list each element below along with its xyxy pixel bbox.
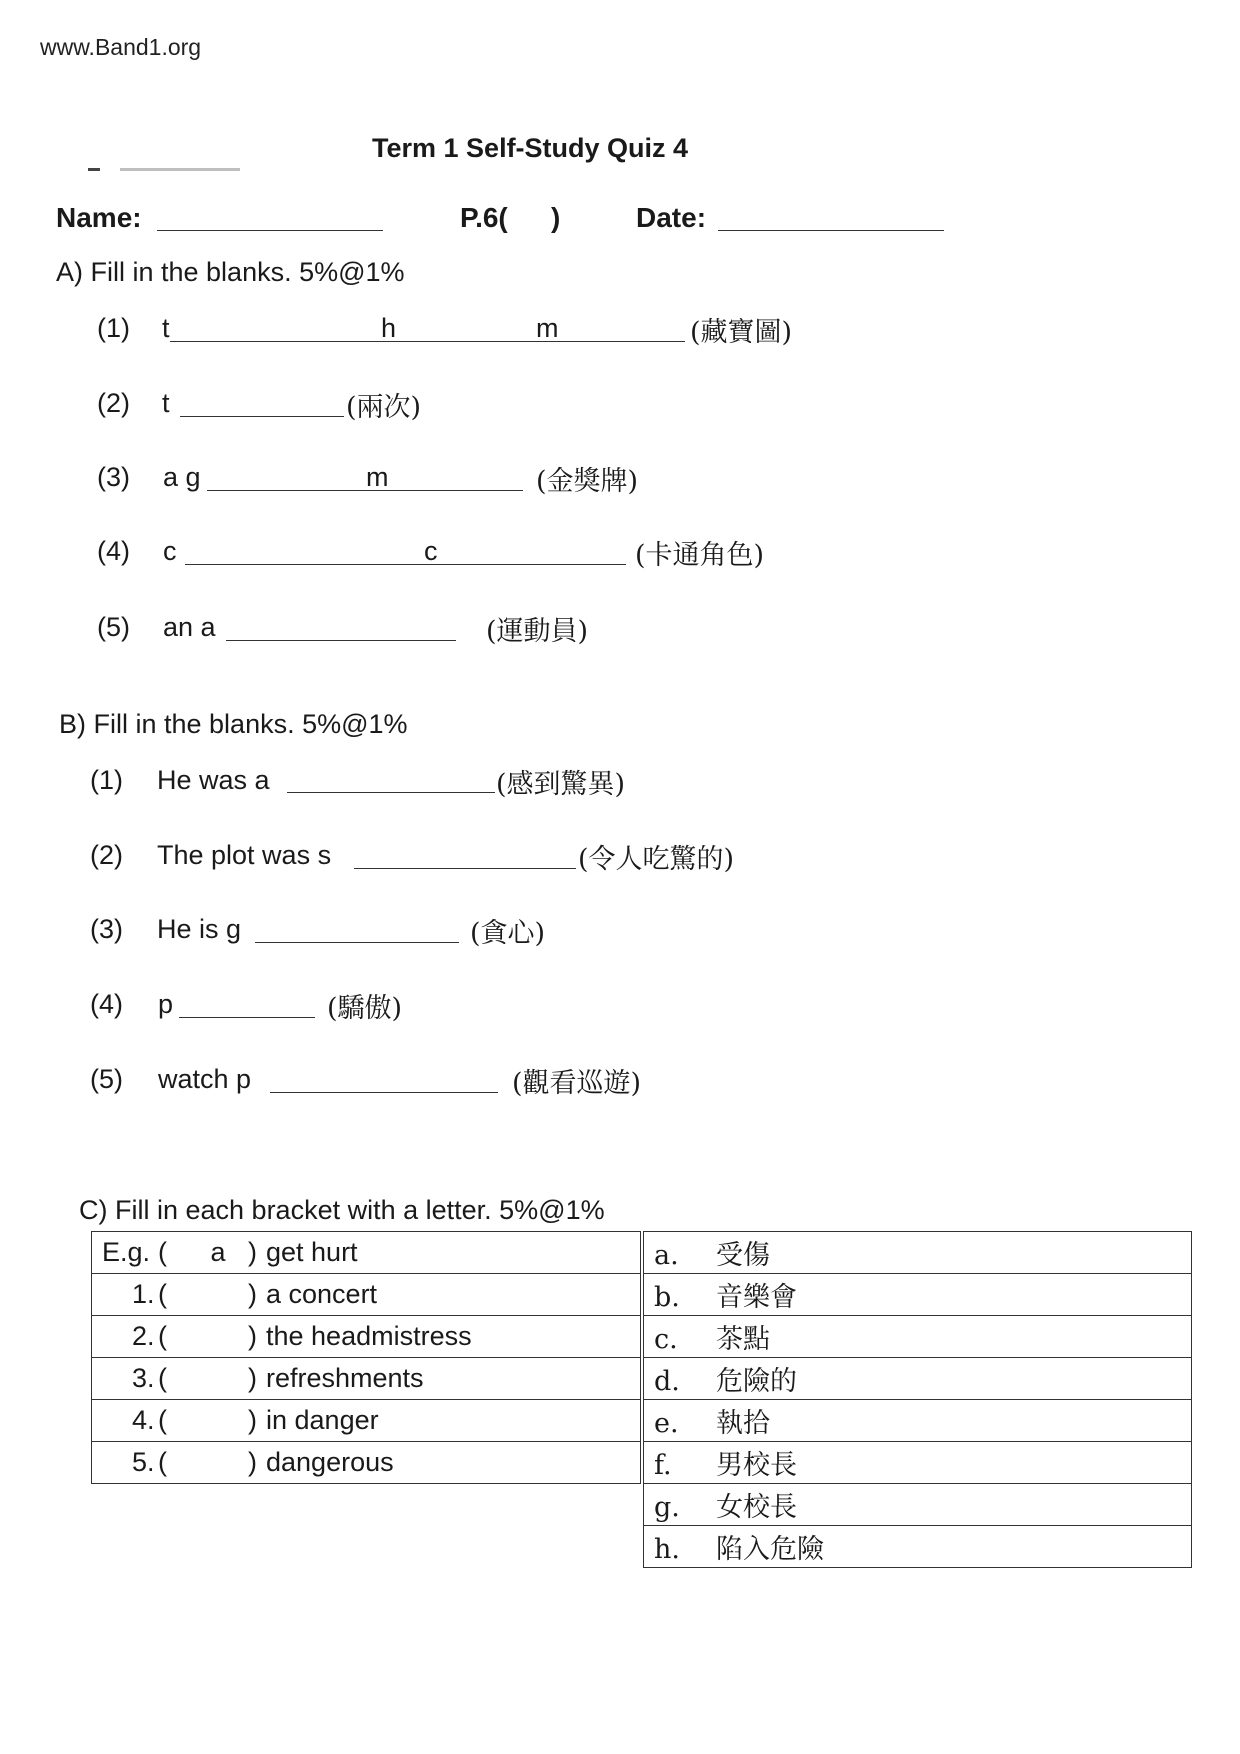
phrase-text: a concert [266,1279,378,1309]
answer-blank[interactable] [180,416,344,417]
letter-hint: c [163,536,177,566]
class-label: P.6( [460,202,508,233]
table-row [644,1484,1192,1526]
letter-hint: t [162,313,170,343]
chinese-hint: (金獎牌) [536,466,639,497]
item-number: (4) [97,536,130,566]
row-number: 1. [132,1279,155,1309]
item-number: (3) [97,462,130,492]
table-row [92,1442,641,1484]
date-input-line[interactable] [718,230,944,231]
item-number: (2) [90,840,123,870]
name-input-line[interactable] [157,230,383,231]
answer-blank[interactable] [255,942,459,943]
table-row [644,1274,1192,1316]
open-bracket: ( [158,1363,167,1393]
answer-blank[interactable] [207,490,523,491]
letter-hint: m [366,462,389,492]
section-a-heading: A) Fill in the blanks. 5%@1% [56,257,405,287]
close-bracket: ) [248,1279,257,1309]
chinese-hint: (貪心) [470,918,546,949]
date-label: Date: [636,202,707,233]
name-label: Name: [56,202,142,233]
phrase-text: the headmistress [266,1321,472,1351]
table-row [644,1442,1192,1484]
option-letter: e. [654,1408,679,1439]
option-meaning: 執拾 [716,1408,770,1439]
row-number: 2. [132,1321,155,1351]
option-meaning: 男校長 [716,1450,797,1481]
close-bracket: ) [248,1447,257,1477]
chinese-hint: (運動員) [486,616,589,647]
option-letter: c. [654,1324,678,1355]
option-letter: b. [654,1282,680,1313]
open-bracket: ( [158,1405,167,1435]
phrase-text: refreshments [266,1363,424,1393]
table-row [92,1316,641,1358]
option-meaning: 女校長 [716,1492,797,1523]
matching-phrases-table [91,1231,641,1484]
section-b-heading: B) Fill in the blanks. 5%@1% [59,709,408,739]
item-number: (1) [90,765,123,795]
table-row [92,1400,641,1442]
letter-hint: c [424,536,438,566]
scan-mark [88,168,100,171]
chinese-hint: (藏寶圖) [690,317,793,348]
row-number: 4. [132,1405,155,1435]
close-bracket: ) [248,1363,257,1393]
sentence-text: The plot was s [157,840,332,870]
answer-blank[interactable] [226,640,456,641]
answer-bracket[interactable]: a [210,1237,226,1267]
page-title: Term 1 Self-Study Quiz 4 [372,133,689,163]
item-number: (3) [90,914,123,944]
open-bracket: ( [158,1321,167,1351]
answer-blank[interactable] [354,868,576,869]
open-bracket: ( [158,1279,167,1309]
option-letter: h. [654,1534,680,1565]
option-meaning: 陷入危險 [716,1534,824,1565]
class-bracket-close: ) [551,202,561,233]
letter-hint: an a [163,612,216,642]
sentence-text: watch p [158,1064,252,1094]
phrase-text: dangerous [266,1447,394,1477]
letter-hint: a g [163,462,201,492]
sentence-text: p [158,989,174,1019]
option-meaning: 茶點 [716,1324,770,1355]
section-c-heading: C) Fill in each bracket with a letter. 5%@1% [79,1195,605,1225]
phrase-text: in danger [266,1405,379,1435]
option-letter: d. [654,1366,680,1397]
option-letter: a. [654,1240,679,1271]
option-meaning: 音樂會 [716,1282,797,1313]
close-bracket: ) [248,1405,257,1435]
chinese-hint: (令人吃驚的) [578,844,735,875]
item-number: (2) [97,388,130,418]
row-number: E.g. [102,1237,151,1267]
table-row [644,1358,1192,1400]
chinese-hint: (感到驚異) [496,769,626,800]
table-row [644,1400,1192,1442]
open-bracket: ( [158,1237,167,1267]
letter-hint: m [536,313,559,343]
row-number: 3. [132,1363,155,1393]
table-row [92,1232,641,1274]
close-bracket: ) [248,1237,257,1267]
table-row [92,1274,641,1316]
item-number: (4) [90,989,123,1019]
close-bracket: ) [248,1321,257,1351]
option-letter: g. [654,1492,680,1523]
letter-hint: h [381,313,397,343]
scan-mark [120,168,240,171]
answer-blank[interactable] [185,564,626,565]
site-url: www.Band1.org [40,34,202,60]
item-number: (5) [90,1064,123,1094]
item-number: (1) [97,313,130,343]
chinese-hint: (觀看巡遊) [512,1068,642,1099]
option-letter: f. [654,1450,672,1481]
table-row [644,1232,1192,1274]
row-number: 5. [132,1447,155,1477]
matching-meanings-table [643,1231,1192,1568]
table-row [92,1358,641,1400]
answer-blank[interactable] [170,341,685,342]
table-row [644,1316,1192,1358]
chinese-hint: (兩次) [346,392,422,423]
letter-hint: t [162,388,170,418]
answer-blank[interactable] [179,1017,315,1018]
chinese-hint: (卡通角色) [635,540,765,571]
sentence-text: He is g [157,914,242,944]
table-row [644,1526,1192,1568]
chinese-hint: (驕傲) [327,993,403,1024]
phrase-text: get hurt [266,1237,358,1267]
answer-blank[interactable] [287,792,495,793]
option-meaning: 危險的 [716,1366,797,1397]
answer-blank[interactable] [270,1092,498,1093]
item-number: (5) [97,612,130,642]
sentence-text: He was a [157,765,270,795]
open-bracket: ( [158,1447,167,1477]
option-meaning: 受傷 [716,1240,770,1271]
